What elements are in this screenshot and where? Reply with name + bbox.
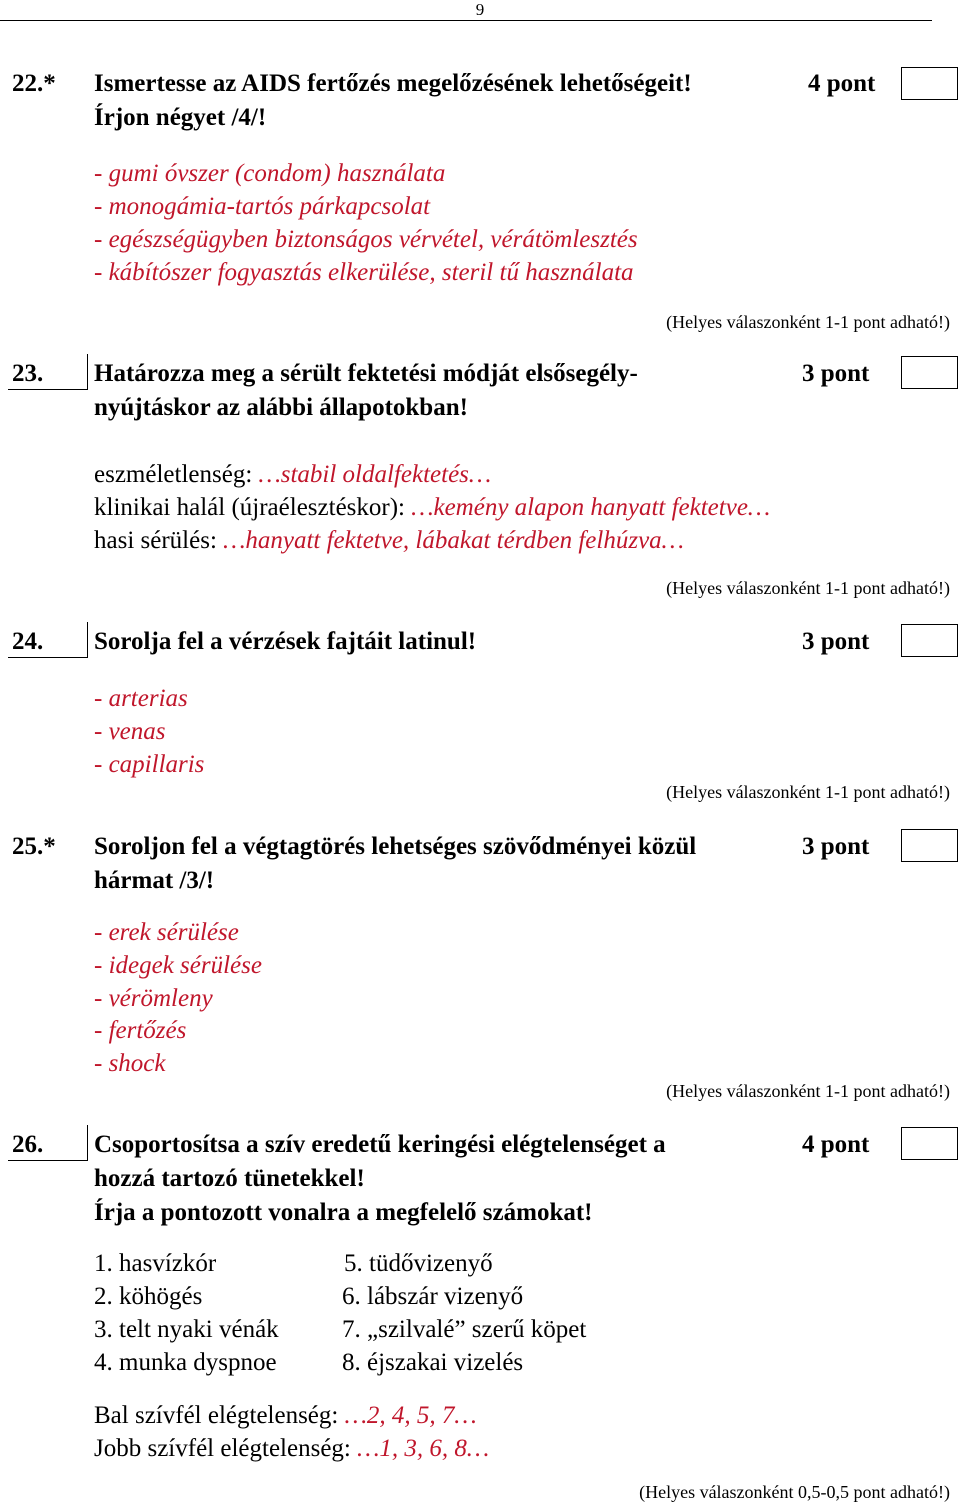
q23-row-3-answer: …hanyatt fektetve, lábakat térdben felhúzva… (223, 527, 684, 554)
q26-option-7: 7. „szilvalé” szerű köpet (342, 1316, 587, 1343)
q25-answer-2: - idegek sérülése (94, 952, 262, 979)
q23-scoring-note: (Helyes válaszonként 1-1 pont adható!) (666, 578, 950, 598)
q25-answer-4: - fertőzés (94, 1017, 187, 1044)
q23-row-3-label: hasi sérülés: (94, 527, 224, 554)
q22-text-line2: Írjon négyet /4/! (94, 104, 267, 131)
q23-row-1 (94, 461, 491, 489)
q26-right-heart-label: Jobb szívfél elégtelenség: (94, 1435, 358, 1462)
q25-answer-5: - shock (94, 1050, 166, 1077)
q24-answer-2: - venas (94, 718, 166, 745)
q23-row-2-label: klinikai halál (újraélesztéskor): (94, 494, 412, 521)
q22-answer-3: - egészségügyben biztonságos vérvétel, vérátömlesztés (94, 226, 638, 253)
q26-left-heart-row (94, 1402, 477, 1430)
q25-number: 25.* (12, 833, 56, 860)
q24-answer-3: - capillaris (94, 751, 205, 778)
q23-score-box[interactable] (901, 356, 958, 389)
q24-score-box[interactable] (901, 624, 958, 657)
q26-option-2: 2. köhögés (94, 1283, 203, 1310)
q22-scoring-note: (Helyes válaszonként 1-1 pont adható!) (666, 312, 950, 332)
q23-text-line2: nyújtáskor az alábbi állapotokban! (94, 394, 468, 421)
q23-points: 3 pont (802, 360, 870, 387)
q23-text-line1: Határozza meg a sérült fektetési módját elsősegély- (94, 360, 638, 387)
page-number: 9 (475, 0, 485, 19)
q25-text-line1: Soroljon fel a végtagtörés lehetséges szövődményei közül (94, 833, 697, 860)
q25-answer-3: - vérömleny (94, 985, 213, 1012)
q23-number: 23. (12, 360, 44, 387)
q26-left-heart-label: Bal szívfél elégtelenség: (94, 1402, 345, 1429)
q22-answer-4: - kábítószer fogyasztás elkerülése, steril tű használata (94, 259, 634, 286)
q26-option-1: 1. hasvízkór (94, 1250, 217, 1277)
q26-option-3: 3. telt nyaki vénák (94, 1316, 279, 1343)
q25-scoring-note: (Helyes válaszonként 1-1 pont adható!) (666, 1081, 950, 1101)
q25-text-line2: hármat /3/! (94, 867, 215, 894)
q26-right-heart-answer: …1, 3, 6, 8… (357, 1435, 490, 1462)
q25-answer-1: - erek sérülése (94, 919, 239, 946)
q26-option-4: 4. munka dyspnoe (94, 1349, 277, 1376)
q23-row-3 (94, 527, 684, 555)
q23-row-1-answer: …stabil oldalfektetés… (258, 461, 492, 488)
q26-text-line2: hozzá tartozó tünetekkel! (94, 1165, 365, 1192)
q26-option-8: 8. éjszakai vizelés (342, 1349, 524, 1376)
q26-text-line3: Írja a pontozott vonalra a megfelelő számokat! (94, 1199, 593, 1226)
q26-scoring-note: (Helyes válaszonként 0,5-0,5 pont adható!) (639, 1482, 950, 1502)
q26-option-5: 5. tüdővizenyő (344, 1250, 493, 1277)
q26-score-box[interactable] (901, 1127, 958, 1160)
q23-row-2-answer: …kemény alapon hanyatt fektetve… (411, 494, 771, 521)
q24-answer-1: - arterias (94, 685, 188, 712)
q26-text-line1: Csoportosítsa a szív eredetű keringési elégtelenséget a (94, 1131, 666, 1158)
q22-answer-2: - monogámia-tartós párkapcsolat (94, 193, 431, 220)
q26-number: 26. (12, 1131, 44, 1158)
q22-points: 4 pont (808, 70, 876, 97)
q23-row-2 (94, 494, 770, 522)
q22-number: 22.* (12, 70, 56, 97)
q24-text-line1: Sorolja fel a vérzések fajtáit latinul! (94, 628, 477, 655)
q26-option-6: 6. lábszár vizenyő (342, 1283, 524, 1310)
q25-points: 3 pont (802, 833, 870, 860)
q24-scoring-note: (Helyes válaszonként 1-1 pont adható!) (666, 782, 950, 802)
q26-right-heart-row (94, 1435, 489, 1463)
header-rule (0, 20, 932, 21)
q24-points: 3 pont (802, 628, 870, 655)
q23-row-1-label: eszméletlenség: (94, 461, 259, 488)
q22-score-box[interactable] (901, 67, 958, 100)
q26-left-heart-answer: …2, 4, 5, 7… (344, 1402, 477, 1429)
q25-score-box[interactable] (901, 829, 958, 862)
q26-points: 4 pont (802, 1131, 870, 1158)
q22-text-line1: Ismertesse az AIDS fertőzés megelőzésének lehetőségeit! (94, 70, 692, 97)
q24-number: 24. (12, 628, 44, 655)
q22-answer-1: - gumi óvszer (condom) használata (94, 160, 446, 187)
